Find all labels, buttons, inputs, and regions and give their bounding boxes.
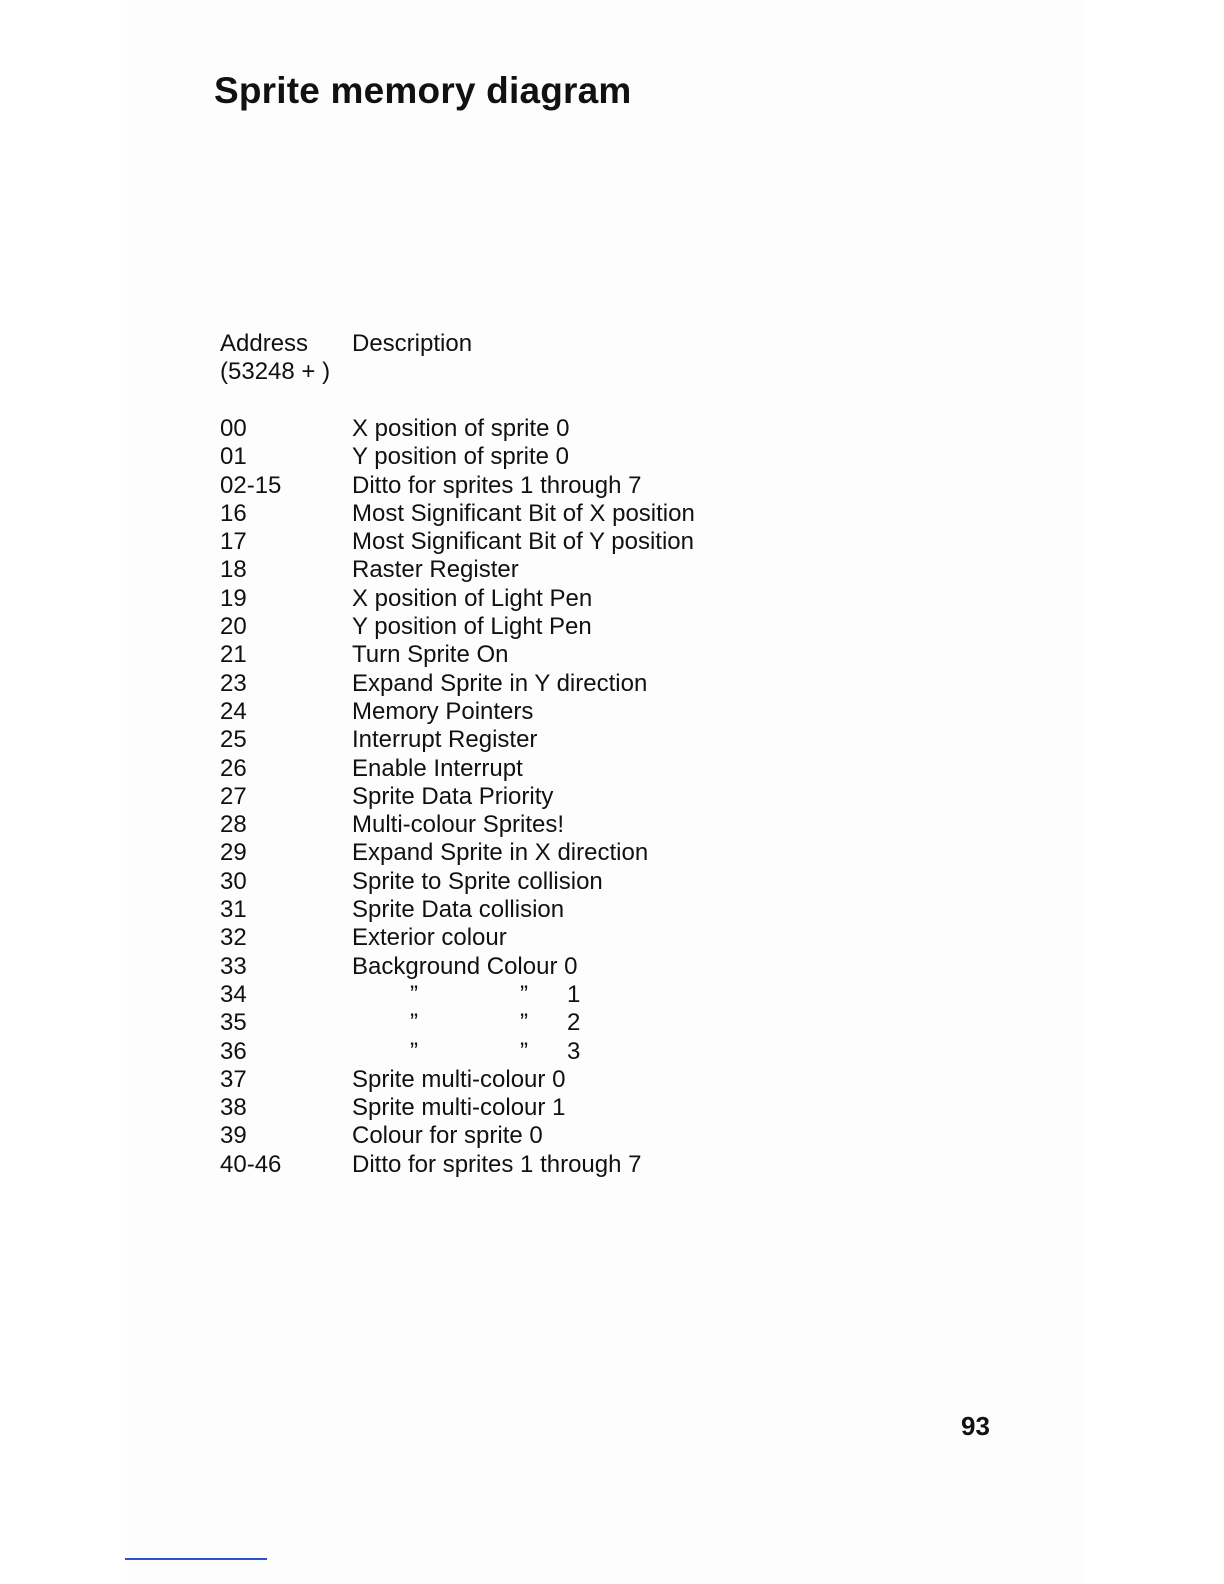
page-title: Sprite memory diagram	[214, 70, 632, 111]
row-address: 17	[220, 528, 247, 556]
table-row	[220, 698, 820, 726]
row-address: 29	[220, 839, 247, 867]
table-row	[220, 839, 820, 867]
footer-rule	[125, 1558, 267, 1560]
row-description: Raster Register	[352, 556, 519, 584]
table-row	[220, 443, 820, 471]
table-row	[220, 585, 820, 613]
row-address: 01	[220, 443, 247, 471]
table-row	[220, 896, 820, 924]
row-address: 30	[220, 867, 247, 895]
row-description-ditto	[352, 1009, 580, 1037]
address-base-label: (53248 + )	[220, 358, 331, 385]
row-description: Y position of sprite 0	[352, 443, 570, 471]
row-address: 19	[220, 584, 247, 612]
table-row	[220, 500, 820, 528]
table-row	[220, 1151, 820, 1179]
table-row	[220, 755, 820, 783]
table-row	[220, 811, 820, 839]
row-address: 02-15	[220, 471, 282, 499]
row-description: Exterior colour	[352, 924, 507, 952]
ditto-number: 2	[567, 1009, 581, 1037]
row-description: Turn Sprite On	[352, 641, 509, 669]
row-address: 32	[220, 924, 247, 952]
ditto-mark: ”	[410, 1009, 418, 1037]
ditto-mark: ”	[520, 1009, 528, 1037]
row-address: 26	[220, 754, 247, 782]
table-row	[220, 981, 820, 1009]
table-row	[220, 868, 820, 896]
row-description: Ditto for sprites 1 through 7	[352, 471, 642, 499]
row-description: Sprite to Sprite collision	[352, 867, 603, 895]
table-row	[220, 1094, 820, 1122]
ditto-mark: ”	[410, 1037, 418, 1065]
row-address: 33	[220, 952, 247, 980]
table-row	[220, 1038, 820, 1066]
table-row	[220, 556, 820, 584]
row-description: Sprite Data collision	[352, 896, 565, 924]
table-row	[220, 726, 820, 754]
row-description: Most Significant Bit of X position	[352, 499, 695, 527]
table-row	[220, 953, 820, 981]
row-address: 38	[220, 1094, 247, 1122]
row-address: 24	[220, 697, 247, 725]
row-address: 36	[220, 1037, 247, 1065]
row-description: Colour for sprite 0	[352, 1122, 543, 1150]
register-table	[220, 415, 820, 1179]
row-description: Y position of Light Pen	[352, 613, 592, 641]
row-description-ditto	[352, 981, 580, 1009]
row-address: 23	[220, 669, 247, 697]
row-address: 40-46	[220, 1150, 282, 1178]
row-description: Ditto for sprites 1 through 7	[352, 1150, 642, 1178]
row-address: 20	[220, 613, 247, 641]
row-address: 25	[220, 726, 247, 754]
row-description: Expand Sprite in X direction	[352, 839, 649, 867]
row-address: 37	[220, 1065, 247, 1093]
ditto-number: 1	[567, 980, 581, 1008]
table-row	[220, 1066, 820, 1094]
table-row	[220, 472, 820, 500]
row-address: 27	[220, 782, 247, 810]
row-address: 31	[220, 896, 247, 924]
table-row	[220, 670, 820, 698]
row-description: Expand Sprite in Y direction	[352, 669, 648, 697]
address-column-header	[220, 330, 330, 386]
description-column-header: Description	[352, 330, 473, 357]
table-row	[220, 924, 820, 952]
row-description: X position of sprite 0	[352, 415, 570, 442]
row-description: Multi-colour Sprites!	[352, 811, 565, 839]
row-address: 34	[220, 980, 247, 1008]
address-header-label: Address	[220, 330, 309, 357]
table-row	[220, 415, 820, 443]
row-description: Interrupt Register	[352, 726, 538, 754]
ditto-mark: ”	[520, 980, 528, 1008]
row-address: 35	[220, 1009, 247, 1037]
row-description: Sprite multi-colour 0	[352, 1065, 566, 1093]
row-address: 00	[220, 415, 247, 442]
table-row	[220, 613, 820, 641]
row-description-ditto	[352, 1038, 580, 1066]
row-address: 21	[220, 641, 247, 669]
row-description: Memory Pointers	[352, 697, 534, 725]
row-description: Enable Interrupt	[352, 754, 523, 782]
row-description: X position of Light Pen	[352, 584, 593, 612]
table-row	[220, 641, 820, 669]
table-row	[220, 783, 820, 811]
table-row	[220, 1122, 820, 1150]
row-description: Sprite multi-colour 1	[352, 1094, 566, 1122]
row-description: Most Significant Bit of Y position	[352, 528, 694, 556]
row-address: 39	[220, 1122, 247, 1150]
row-address: 18	[220, 556, 247, 584]
row-address: 28	[220, 811, 247, 839]
row-description: Sprite Data Priority	[352, 782, 554, 810]
row-description: Background Colour 0	[352, 952, 578, 980]
row-address: 16	[220, 499, 247, 527]
ditto-mark: ”	[410, 980, 418, 1008]
table-row	[220, 1009, 820, 1037]
page-number: 93	[961, 1411, 990, 1441]
ditto-mark: ”	[520, 1037, 528, 1065]
ditto-number: 3	[567, 1037, 581, 1065]
table-row	[220, 528, 820, 556]
